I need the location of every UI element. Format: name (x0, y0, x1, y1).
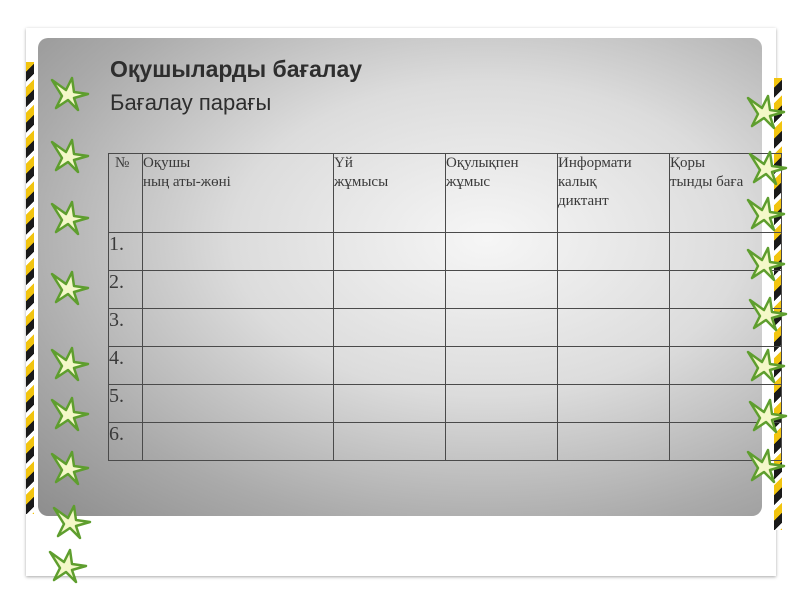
header-line: ның аты-жөні (143, 174, 231, 190)
homework-cell[interactable] (334, 423, 446, 461)
homework-cell[interactable] (334, 309, 446, 347)
sparkle-star-icon (52, 504, 92, 540)
header-line: жұмысы (334, 174, 389, 190)
sparkle-star-icon (50, 270, 90, 306)
header-line: № (115, 155, 130, 171)
row-number: 4. (109, 347, 143, 385)
sparkle-star-icon (746, 348, 786, 384)
header-number (109, 154, 143, 233)
name-cell[interactable] (143, 423, 334, 461)
row-number: 2. (109, 271, 143, 309)
table-row (109, 271, 782, 309)
textbook-cell[interactable] (446, 385, 558, 423)
header-line: Үй (334, 155, 353, 171)
header-line: Информати (558, 155, 632, 171)
sparkle-star-icon (746, 94, 786, 130)
header-line: жұмыс (446, 174, 491, 190)
row-number: 5. (109, 385, 143, 423)
row-number: 6. (109, 423, 143, 461)
header-line: Оқушы (143, 155, 191, 171)
textbook-cell[interactable] (446, 423, 558, 461)
sparkle-star-icon (48, 548, 88, 584)
dictation-cell[interactable] (558, 271, 670, 309)
header-line: Қоры (670, 155, 706, 171)
sparkle-star-icon (746, 196, 786, 232)
homework-cell[interactable] (334, 233, 446, 271)
textbook-cell[interactable] (446, 347, 558, 385)
sparkle-star-icon (50, 450, 90, 486)
textbook-cell[interactable] (446, 271, 558, 309)
sparkle-star-icon (50, 76, 90, 112)
header-student-name (143, 154, 334, 233)
row-number: 3. (109, 309, 143, 347)
homework-cell[interactable] (334, 271, 446, 309)
row-number: 1. (109, 233, 143, 271)
sparkle-star-icon (50, 346, 90, 382)
name-cell[interactable] (143, 271, 334, 309)
homework-cell[interactable] (334, 385, 446, 423)
header-line: диктант (558, 193, 609, 209)
dictation-cell[interactable] (558, 423, 670, 461)
name-cell[interactable] (143, 347, 334, 385)
sparkle-star-icon (50, 200, 90, 236)
homework-cell[interactable] (334, 347, 446, 385)
header-line: тынды баға (670, 174, 744, 190)
table-row (109, 347, 782, 385)
table-row (109, 385, 782, 423)
table-row (109, 423, 782, 461)
header-dictation (558, 154, 670, 233)
sparkle-star-icon (748, 296, 788, 332)
header-line: Оқулықпен (446, 155, 519, 171)
header-line: калық (558, 174, 597, 190)
assessment-table (108, 153, 782, 461)
left-decorative-stripe (26, 62, 34, 514)
sparkle-star-icon (746, 246, 786, 282)
sparkle-star-icon (50, 138, 90, 174)
table-row (109, 309, 782, 347)
sparkle-star-icon (748, 398, 788, 434)
name-cell[interactable] (143, 309, 334, 347)
page-title: Оқушыларды бағалау (110, 56, 363, 82)
name-cell[interactable] (143, 233, 334, 271)
sparkle-star-icon (746, 448, 786, 484)
name-cell[interactable] (143, 385, 334, 423)
dictation-cell[interactable] (558, 385, 670, 423)
header-homework (334, 154, 446, 233)
header-textbook-work (446, 154, 558, 233)
dictation-cell[interactable] (558, 233, 670, 271)
table-row (109, 233, 782, 271)
dictation-cell[interactable] (558, 309, 670, 347)
sparkle-star-icon (748, 150, 788, 186)
textbook-cell[interactable] (446, 309, 558, 347)
dictation-cell[interactable] (558, 347, 670, 385)
textbook-cell[interactable] (446, 233, 558, 271)
page-subtitle: Бағалау парағы (110, 90, 272, 115)
sparkle-star-icon (50, 396, 90, 432)
table-header-row (109, 154, 782, 233)
